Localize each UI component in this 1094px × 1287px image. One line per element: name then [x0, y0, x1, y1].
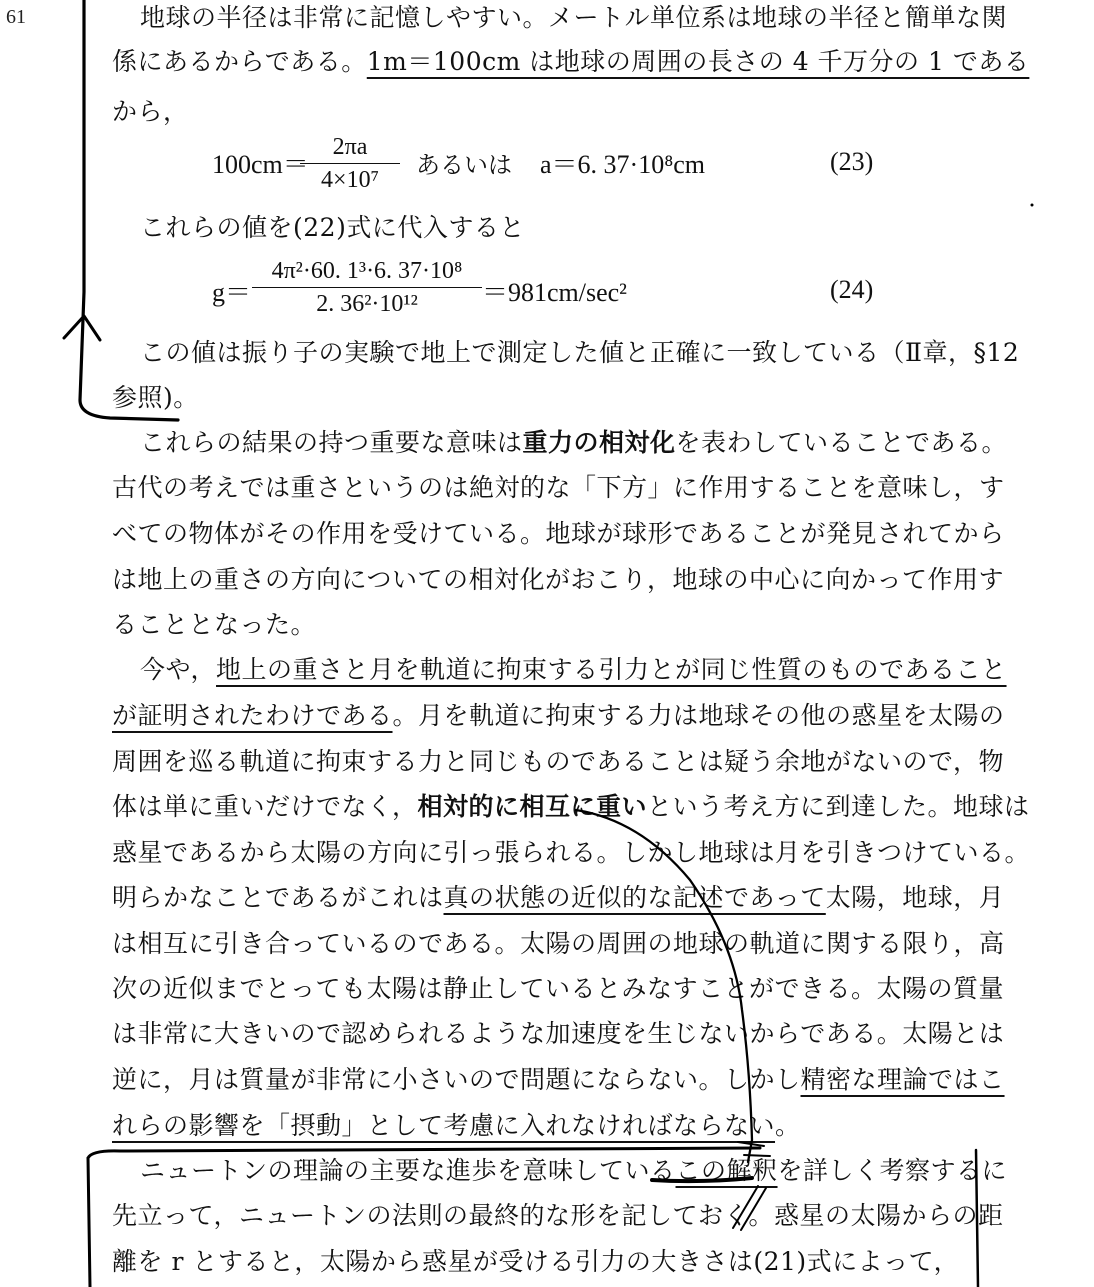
para5-line7: は相互に引き合っているのである。太陽の周囲の地球の軌道に関する限り，高: [112, 929, 1005, 958]
para1-line1: 地球の半径は非常に記憶しやすい。メートル単位系は地球の半径と簡単な関: [140, 3, 1008, 32]
para5-line3: 周囲を巡る軌道に拘束する力と同じものであることは疑う余地がないので，物: [112, 747, 1005, 776]
para5-underlined-text-1: 地上の重さと月を軌道に拘束する引力とが同じ性質のものであること: [216, 655, 1007, 684]
para5-line1: [140, 652, 1007, 688]
eq24-denominator: 2. 36²·10¹²: [316, 291, 418, 317]
eq23-fraction-bar: [300, 163, 400, 164]
para4-line2: 古代の考えでは重さというのは絶対的な「下方」に作用することを意味し，す: [112, 473, 1005, 502]
para5-line4: [112, 789, 1030, 825]
eq23-numerator: 2πa: [332, 134, 368, 160]
stray-dot: [1031, 204, 1034, 207]
para1-line2: [112, 44, 1030, 80]
para5-line8: 次の近似までとっても太陽は静止しているとみなすことができる。太陽の質量: [112, 974, 1005, 1003]
para6-line2: 先立って，ニュートンの法則の最終的な形を記しておく。惑星の太陽からの距: [112, 1201, 1004, 1230]
para4-line1-text: これらの結果の持つ重要な意味は: [140, 428, 523, 457]
para5-line1-text: 今や，: [140, 655, 217, 684]
para4-line1-tail: を表わしていることである。: [675, 428, 1008, 457]
para5-underlined-text-2: が証明されたわけである: [112, 701, 393, 730]
para6-underlined-text: この解釈: [675, 1156, 778, 1185]
eq24-fraction-bar: [252, 287, 482, 288]
eq23-conjunction: あるいは: [416, 151, 512, 179]
para1-line3: から，: [112, 97, 189, 126]
eq23-denominator: 4×10⁷: [321, 167, 379, 193]
eq24-numerator: 4π²·60. 1³·6. 37·10⁸: [271, 258, 463, 284]
para4-bold-term: 重力の相対化: [522, 428, 676, 457]
page-number: 61: [6, 6, 26, 28]
eq24-fraction: [252, 257, 482, 318]
eq23-lhs: 100cm＝: [212, 150, 309, 179]
para5-line6-tail: 太陽，地球，月: [825, 883, 1005, 912]
para5-line4-text: 体は単に重いだけでなく，: [112, 792, 418, 821]
para5-bold-term: 相対的に相互に重い: [417, 792, 648, 821]
para4-line1: [140, 425, 1008, 461]
para5-underlined-text-4: 精密な理論ではこ: [800, 1065, 1005, 1094]
box-left-line: [88, 1158, 90, 1287]
para5-line11: [112, 1108, 982, 1144]
para3-line2: 参照)。: [112, 383, 199, 412]
para2-line1: これらの値を(22)式に代入すると: [140, 213, 525, 242]
para5-line5: 惑星であるから太陽の方向に引っ張られる。しかし地球は月を引きつけている。: [112, 838, 1031, 867]
para5-line2: [112, 698, 1005, 734]
para5-line6: [112, 880, 1005, 916]
margin-arrowhead: [64, 316, 100, 340]
para5-line4-tail: という考え方に到達した。地球は: [647, 792, 1030, 821]
para1-underlined-text: 1m＝100cm は地球の周囲の長さの 4 千万分の 1 である: [366, 47, 1030, 76]
eq23-fraction: [300, 133, 400, 194]
eq24-lhs: g＝: [212, 278, 252, 307]
para5-line6-text: 明らかなことであるがこれは: [112, 883, 444, 912]
para5-line10: [112, 1062, 1005, 1098]
eq24-rhs: ＝981cm/sec²: [482, 278, 627, 307]
eq23-number: (23): [830, 147, 874, 176]
para5-line10-text: 逆に，月は質量が非常に小さいので問題にならない。しかし: [112, 1065, 801, 1094]
para6-line1-tail: を詳しく考察するに: [777, 1156, 1008, 1185]
para6-line1: [140, 1153, 1008, 1189]
para5-underlined-text-3: 真の状態の近似的な記述であって: [443, 883, 826, 912]
para5-line11-tail: 。: [775, 1111, 801, 1140]
para6-line1-text: ニュートンの理論の主要な進歩を意味している: [140, 1156, 676, 1185]
para5-underlined-text-5: れらの影響を「摂動」として考慮に入れなければならない: [112, 1111, 776, 1140]
para3-line1: この値は振り子の実験で地上で測定した値と正確に一致している（Ⅱ章，§12: [140, 338, 1020, 367]
para4-line3: べての物体がその作用を受けている。地球が球形であることが発見されてから: [112, 519, 1005, 548]
eq24-number: (24): [830, 275, 874, 304]
para4-line5: ることとなった。: [112, 610, 317, 639]
para4-line4: は地上の重さの方向についての相対化がおこり，地球の中心に向かって作用す: [112, 565, 1005, 594]
para5-line2-tail: 。月を軌道に拘束する力は地球その他の惑星を太陽の: [392, 701, 1005, 730]
para5-line9: は非常に大きいので認められるような加速度を生じないからである。太陽とは: [112, 1019, 1005, 1048]
eq23-rhs: a＝6. 37·10⁸cm: [540, 150, 706, 179]
para6-line3: 離を r とすると，太陽から惑星が受ける引力の大きさは(21)式によって，: [112, 1247, 960, 1276]
para1-line2-text: 係にあるからである。: [112, 47, 367, 76]
